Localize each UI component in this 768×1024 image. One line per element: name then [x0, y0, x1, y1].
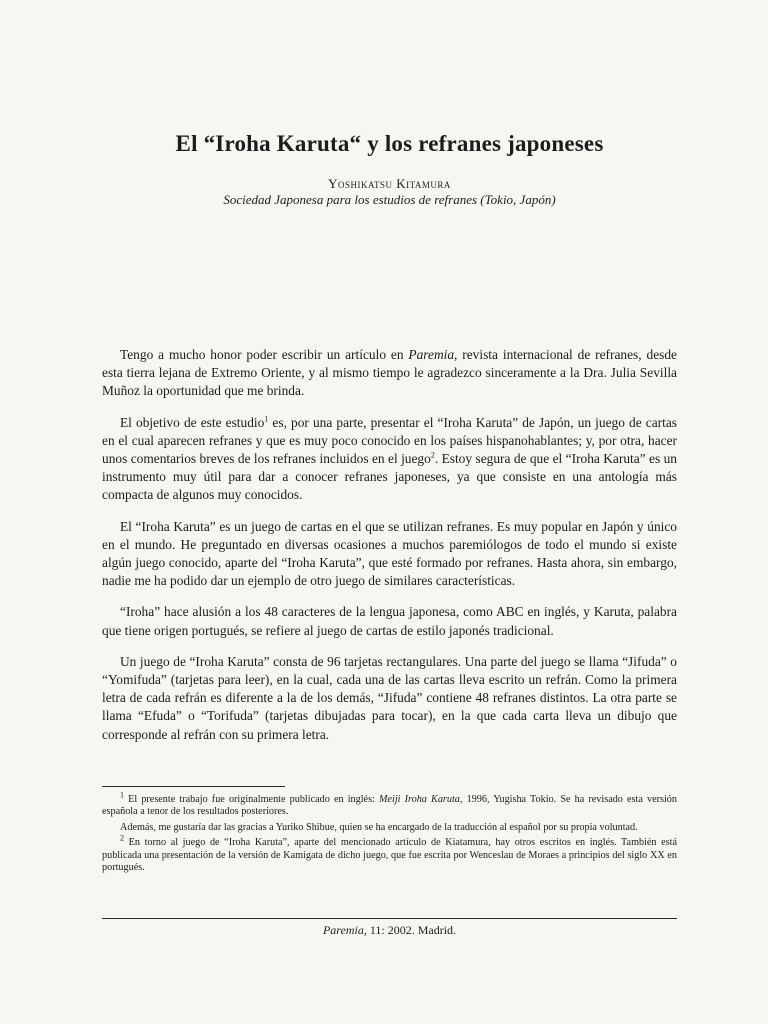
paragraph-text: es, por una parte, presentar el “Iroha Karuta” de Japón, un juego de cartas en el cual aparecen refranes y que es muy poco conocido en los países hispanohablantes; y, por otra, hacer unos comentarios breves de los refranes incluidos en el juego — [102, 414, 677, 467]
article-title: El “Iroha Karuta“ y los refranes japoneses — [175, 131, 604, 157]
footer-journal: Paremia — [322, 923, 364, 937]
footnote-1 — [102, 790, 677, 819]
footer-issue: , 11: 2002. Madrid. — [363, 923, 457, 937]
paragraph-text: , revista internacional de refranes, desde esta tierra lejana de Extremo Oriente, y al mismo tiempo le agradezco sinceramente a la Dra. Julia Sevilla Muñoz la oportunidad que me brinda. — [102, 347, 677, 399]
footnote-text: , 1996, Yugisha Tokio. Se ha revisado esta versión española a tenor de los resultados posteriores. — [102, 794, 677, 818]
footnote-divider — [102, 786, 285, 787]
footer-divider — [102, 918, 677, 919]
footnote-number-2: 2 — [120, 833, 124, 843]
paragraph-5: Un juego de “Iroha Karuta” consta de 96 tarjetas rectangulares. Una parte del juego se llama “Jifuda” o “Yomifuda” (tarjetas para leer), en la cual, cada una de las cartas lleva escrito un refrán. Como la primera letra de cada refrán es diferente a la de los demás, “Jifuda” contiene 48 refranes distintos. La otra parte se llama “Efuda” o “Torifuda” (tarjetas dibujadas para tocar), en la que cada carta lleva un dibujo que corresponde al refrán con su primera letra. — [102, 653, 677, 742]
footnote-2 — [102, 833, 677, 874]
paragraph-1 — [102, 346, 677, 401]
paragraph-4: “Iroha” hace alusión a los 48 caracteres de la lengua japonesa, como ABC en inglés, y Karuta, palabra que tiene origen portugués, se refiere al juego de cartas de estilo japonés tradicional. — [102, 604, 677, 638]
paragraph-2 — [102, 414, 677, 505]
footnote-number-1: 1 — [120, 790, 124, 800]
paragraph-text: Tengo a mucho honor poder escribir un artículo en — [120, 347, 409, 362]
article-body — [102, 346, 677, 757]
paragraph-3: El “Iroha Karuta” es un juego de cartas en el que se utilizan refranes. Es muy popular en Japón y único en el mundo. He preguntado en diversas ocasiones a muchos paremiólogos de todo el mundo si existe algún juego conocido, aparte del “Iroha Karuta”, que esté formado por refranes. Hasta ahora, sin embargo, nadie me ha podido dar un ejemplo de otro juego de similares características. — [102, 518, 677, 589]
footnote-ref-1[interactable]: 1 — [264, 414, 269, 424]
footnotes — [102, 790, 677, 877]
author-affiliation: Sociedad Japonesa para los estudios de refranes (Tokio, Japón) — [223, 192, 556, 207]
journal-name-italic: Paremia — [408, 347, 455, 362]
author-name: Yoshikatsu Kitamura — [328, 176, 451, 191]
footnote-ref-2[interactable]: 2 — [430, 450, 435, 460]
footnote-1-continued: Además, me gustaría dar las gracias a Yuriko Shibue, quien se ha encargado de la traducción al español por su propia voluntad. — [120, 821, 638, 833]
paragraph-text: . Estoy segura de que el “Iroha Karuta” es un instrumento muy útil para dar a conocer refranes japoneses, ya que consiste en una antología más compacta de algunos muy conocidos. — [102, 451, 677, 503]
paragraph-text: El objetivo de este estudio — [120, 414, 265, 430]
footnote-text: El presente trabajo fue originalmente publicado en inglés: — [124, 794, 379, 805]
footnote-book-title: Meiji Iroha Karuta — [379, 794, 460, 805]
footnote-text: En torno al juego de “Iroha Karuta”, aparte del mencionado artículo de Kiatamura, hay otros escritos en inglés. También está publicada una presentación de la versión de Kamigata de dicho juego, que fue escrita por Wenceslau de Moraes a principios del siglo XX en portugués. — [102, 837, 677, 874]
running-footer — [102, 923, 677, 938]
